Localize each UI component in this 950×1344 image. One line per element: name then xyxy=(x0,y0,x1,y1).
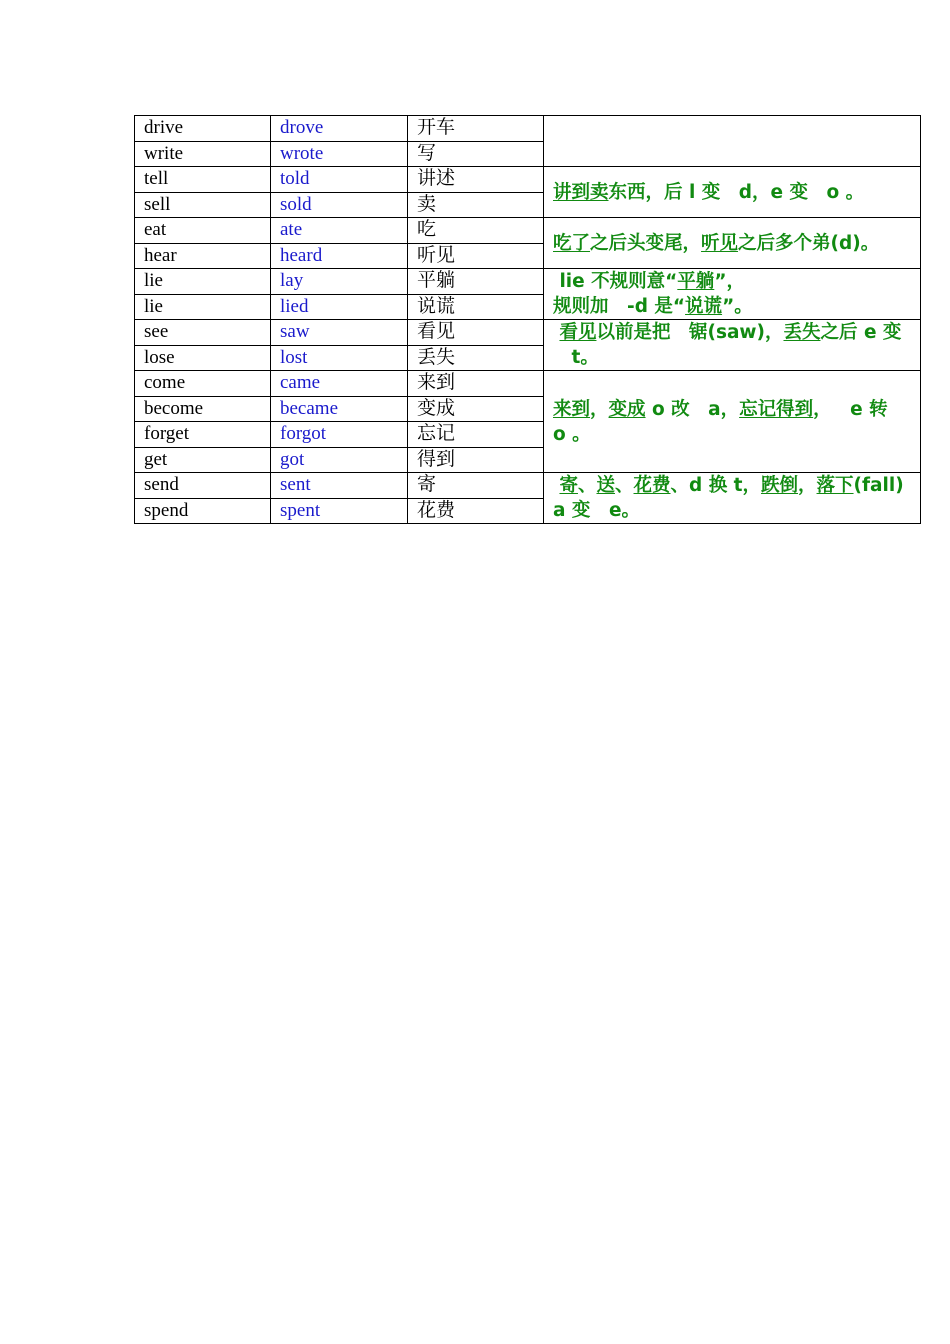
base-form: drive xyxy=(135,116,271,142)
base-form: become xyxy=(135,396,271,422)
past-form: sent xyxy=(271,473,408,499)
base-form: get xyxy=(135,447,271,473)
meaning: 花费 xyxy=(408,498,544,524)
past-form: forgot xyxy=(271,422,408,448)
base-form: lie xyxy=(135,269,271,295)
base-form: lose xyxy=(135,345,271,371)
table-row xyxy=(135,320,921,346)
table-row xyxy=(135,473,921,499)
base-form: forget xyxy=(135,422,271,448)
past-form: lay xyxy=(271,269,408,295)
meaning: 变成 xyxy=(408,396,544,422)
table-row xyxy=(135,218,921,244)
meaning: 忘记 xyxy=(408,422,544,448)
past-form: lost xyxy=(271,345,408,371)
rule-note-lie: lie 不规则意“平躺”， 规则加 -d 是“说谎”。 xyxy=(544,269,921,320)
past-form: drove xyxy=(271,116,408,142)
base-form: tell xyxy=(135,167,271,193)
past-form: wrote xyxy=(271,141,408,167)
meaning: 得到 xyxy=(408,447,544,473)
base-form: see xyxy=(135,320,271,346)
past-form: ate xyxy=(271,218,408,244)
table-row xyxy=(135,371,921,397)
past-form: spent xyxy=(271,498,408,524)
past-form: became xyxy=(271,396,408,422)
base-form: come xyxy=(135,371,271,397)
past-form: lied xyxy=(271,294,408,320)
base-form: hear xyxy=(135,243,271,269)
rule-note-see-lose: 看见以前是把 锯(saw)，丢失之后 e 变t。 xyxy=(544,320,921,371)
base-form: spend xyxy=(135,498,271,524)
base-form: sell xyxy=(135,192,271,218)
table-row xyxy=(135,167,921,193)
base-form: write xyxy=(135,141,271,167)
meaning: 开车 xyxy=(408,116,544,142)
base-form: eat xyxy=(135,218,271,244)
irregular-verbs-table xyxy=(134,115,921,524)
rule-note-empty xyxy=(544,116,921,167)
meaning: 寄 xyxy=(408,473,544,499)
past-form: told xyxy=(271,167,408,193)
past-form: heard xyxy=(271,243,408,269)
meaning: 讲述 xyxy=(408,167,544,193)
meaning: 卖 xyxy=(408,192,544,218)
meaning: 平躺 xyxy=(408,269,544,295)
base-form: send xyxy=(135,473,271,499)
meaning: 看见 xyxy=(408,320,544,346)
rule-note-send-spend: 寄、送、花费、d 换 t，跌倒，落下(fall) a 变 e。 xyxy=(544,473,921,524)
meaning: 说谎 xyxy=(408,294,544,320)
table-row xyxy=(135,116,921,142)
past-form: got xyxy=(271,447,408,473)
meaning: 写 xyxy=(408,141,544,167)
rule-note-tell-sell: 讲到卖东西，后 l 变 d，e 变 o 。 xyxy=(544,167,921,218)
meaning: 来到 xyxy=(408,371,544,397)
meaning: 吃 xyxy=(408,218,544,244)
meaning: 丢失 xyxy=(408,345,544,371)
past-form: came xyxy=(271,371,408,397)
base-form: lie xyxy=(135,294,271,320)
table-row xyxy=(135,269,921,295)
rule-note-eat-hear: 吃了之后头变尾，听见之后多个弟(d)。 xyxy=(544,218,921,269)
past-form: sold xyxy=(271,192,408,218)
meaning: 听见 xyxy=(408,243,544,269)
past-form: saw xyxy=(271,320,408,346)
rule-note-come-become-forget-get: 来到，变成 o 改 a，忘记得到， e 转o 。 xyxy=(544,371,921,473)
